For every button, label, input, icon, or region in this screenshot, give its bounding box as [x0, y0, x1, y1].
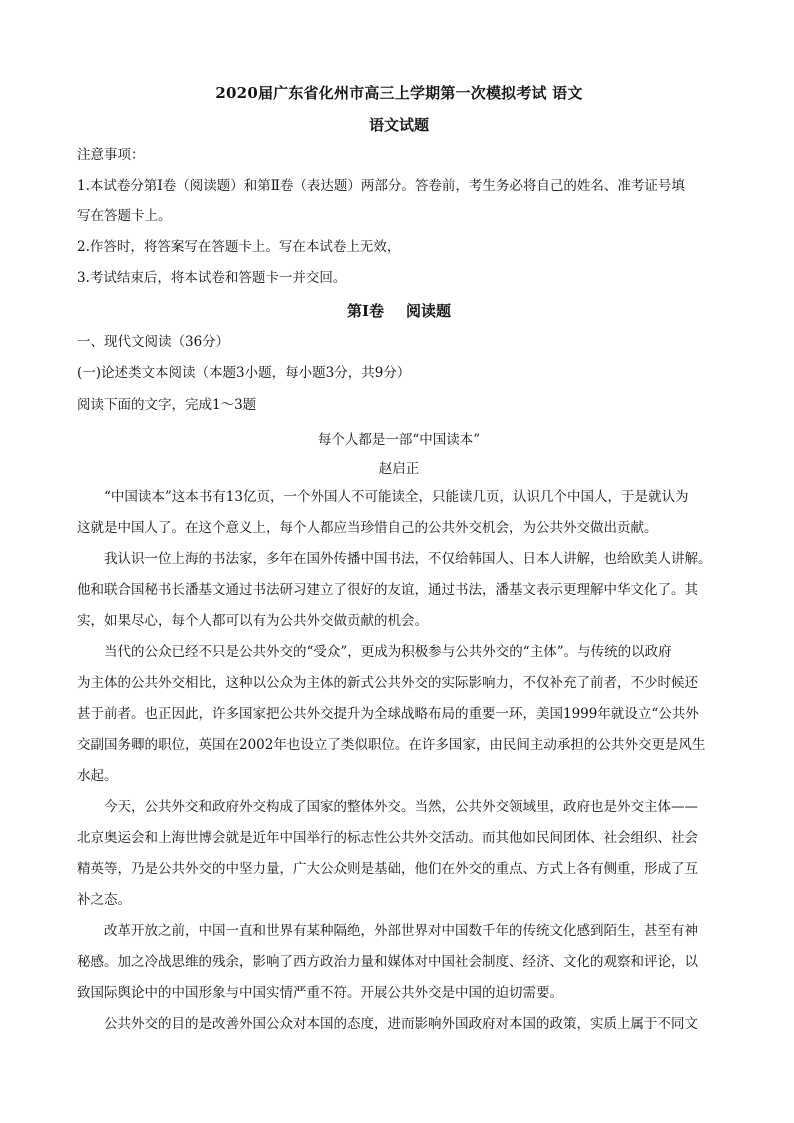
- section-part: 第Ⅰ卷: [346, 302, 384, 320]
- article-line: 交副国务卿的职位，英国在2002年也设立了类似职位。在许多国家，由民间主动承担的公共外交更是风生: [77, 737, 706, 753]
- article-line: 我认识一位上海的书法家，多年在国外传播中国书法，不仅给韩国人、日本人讲解，也给欧美人讲解。: [104, 551, 712, 567]
- article-line: 公共外交的目的是改善外国公众对本国的态度，进而影响外国政府对本国的政策，实质上属于不同文: [104, 1016, 698, 1032]
- article-line: 实，如果尽心，每个人都可以有为公共外交做贡献的机会。: [77, 613, 428, 629]
- article-line: 北京奥运会和上海世博会就是近年中国举行的标志性公共外交活动。而其他如民间团体、社会组织、社会: [77, 830, 698, 846]
- article-author: 赵启正: [378, 461, 420, 477]
- exam-title: 2020届广东省化州市高三上学期第一次模拟考试 语文: [215, 84, 583, 102]
- notice-item: 3.考试结束后，将本试卷和答题卡一并交回。: [77, 270, 347, 286]
- section-heading: 一、现代文阅读（36分）: [77, 334, 230, 350]
- exam-subtitle: 语文试题: [368, 116, 429, 134]
- article-line: 改革开放之前，中国一直和世界有某种隔绝，外部世界对中国数千年的传统文化感到陌生，甚至有神: [104, 923, 698, 939]
- reading-instruction: 阅读下面的文字，完成1～3题: [77, 397, 257, 413]
- notice-item: 2.作答时，将答案写在答题卡上。写在本试卷上无效，: [77, 239, 401, 255]
- article-line: 当代的公众已经不只是公共外交的“受众”，更成为积极参与公共外交的“主体”。与传统的以政府: [104, 644, 672, 660]
- article-title: 每个人都是一部“中国读本”: [317, 432, 481, 448]
- notice-label: 注意事项：: [77, 147, 145, 163]
- section-title: [77, 300, 721, 321]
- article-line: 今天，公共外交和政府外交构成了国家的整体外交。当然，公共外交领域里，政府也是外交主体——: [104, 799, 698, 815]
- article-line: 为主体的公共外交相比，这种以公众为主体的新式公共外交的实际影响力，不仅补充了前者，不少时候还: [77, 675, 698, 691]
- article-line: 补之态。: [77, 892, 131, 908]
- article-line: 精英等，乃是公共外交的中坚力量，广大公众则是基础，他们在外交的重点、方式上各有侧重，形成了互: [77, 861, 698, 877]
- article-line: 甚于前者。也正因此，许多国家把公共外交提升为全球战略布局的重要一环，美国1999年就设立“公共外: [77, 706, 699, 722]
- notice-item: 写在答题卡上。: [77, 208, 172, 224]
- article-line: 致国际舆论中的中国形象与中国实情严重不符。开展公共外交是中国的迫切需要。: [77, 985, 563, 1001]
- article-line: “中国读本”这本书有13亿页，一个外国人不可能读全，只能读几页，认识几个中国人，于是就认为: [104, 489, 689, 505]
- section-subheading: (一)论述类文本阅读（本题3小题，每小题3分，共9分）: [77, 365, 411, 381]
- notice-item: 1.本试卷分第Ⅰ卷（阅读题）和第Ⅱ卷（表达题）两部分。答卷前，考生务必将自己的姓名、准考证号填: [77, 178, 685, 194]
- article-line: 他和联合国秘书长潘基文通过书法研习建立了很好的友谊，通过书法，潘基文表示更理解中华文化了。其: [77, 582, 698, 598]
- section-name: 阅读题: [406, 302, 452, 320]
- article-line: 这就是中国人了。在这个意义上，每个人都应当珍惜自己的公共外交机会，为公共外交做出贡献。: [77, 520, 658, 536]
- article-line: 水起。: [77, 768, 118, 784]
- article-line: 秘感。加之冷战思维的残余，影响了西方政治力量和媒体对中国社会制度、经济、文化的观察和评论，以: [77, 954, 698, 970]
